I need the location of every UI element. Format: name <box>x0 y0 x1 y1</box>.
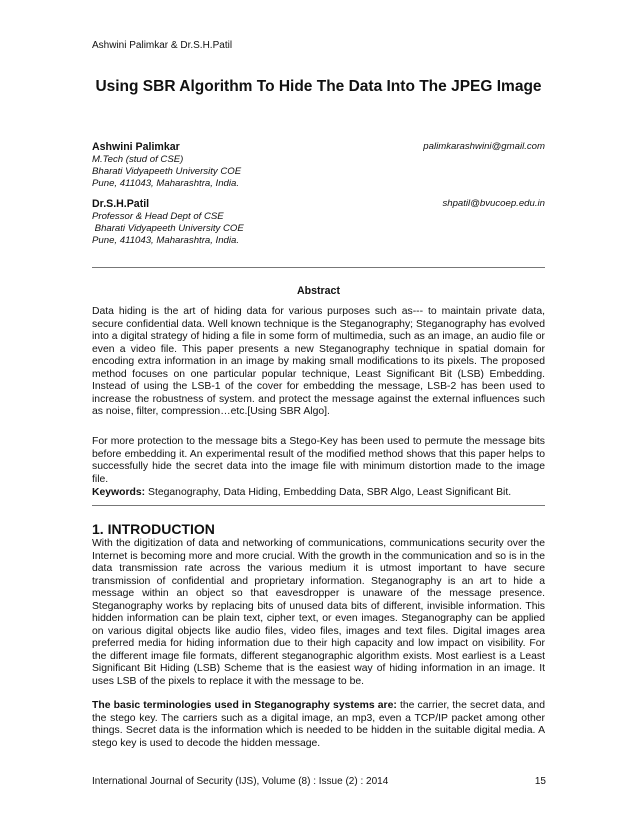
intro-paragraph: With the digitization of data and networking of communications, communications security over the Internet is becoming more and more crucial. With the growth in the communication and so is in the data transmission rate across the various medium it is utmost important to have secure transmission of confidential and proprietary information. Steganography is an art to hide a message within an object so that eavesdropper is unaware of the message presence. Steganography works by replacing bits of unused data bits of different, invisible information. This hidden information can be plain text, cipher text, or even images. Steganography can be applied on various digital objects like audio files, video files, images and text files. Digital images area preferred media for hiding information due to their high capacity and low impact on visibility. For the different image file formats, different steganographic algorithm exists. Most earliest is a Least Significant Bit Hiding (LSB) Scheme that is the easiest way of hiding information in an image. It uses LSB of the pixels to replace it with the message to be. <box>92 538 545 687</box>
divider <box>92 267 545 268</box>
footer-page-number: 15 <box>534 776 546 787</box>
author-affiliation-line: Pune, 411043, Maharashtra, India. <box>92 178 240 189</box>
abstract-paragraph: Data hiding is the art of hiding data for various purposes such as--- to maintain private data, secure confidential data. Well known technique is the Steganography; Steganography has evolved into a digital strategy of hiding a file in some form of multimedia, such as an image, an audio file or even a video file. This paper presents a new Steganography technique in spatial domain for encoding extra information in an image by making small modifications to its pixels. The proposed method focuses on one particular popular technique, Least Significant Bit (LSB) Embedding. Instead of using the LSB-1 of the cover for embedding the message, LSB-2 has been used to increase the robustness of system. and protect the message against the external influences such as noise, filter, compression…etc.[Using SBR Algo]. <box>92 306 545 417</box>
author-name: Dr.S.H.Patil <box>92 198 150 210</box>
author-block-1 <box>92 140 545 190</box>
footer-journal: International Journal of Security (IJS), Volume (8) : Issue (2) : 2014 <box>92 776 389 787</box>
author-affiliation-line: Pune, 411043, Maharashtra, India. <box>92 235 240 246</box>
section-heading: 1. INTRODUCTION <box>92 521 215 537</box>
paper-title: Using SBR Algorithm To Hide The Data Into The JPEG Image <box>95 78 542 95</box>
author-block-2 <box>92 197 545 247</box>
abstract-paragraph: For more protection to the message bits a Stego-Key has been used to permute the message bits before embedding it. An experimental result of the modified method shows that this paper helps to successfully hide the secret data into the image file with minimum distortion made to the image file. <box>92 436 545 485</box>
author-affiliation-line: Bharati Vidyapeeth University COE <box>92 166 242 177</box>
intro-paragraph <box>92 700 545 750</box>
author-email[interactable]: shpatil@bvucoep.edu.in <box>442 198 545 209</box>
divider <box>92 505 545 506</box>
author-name: Ashwini Palimkar <box>92 141 180 153</box>
keywords-line <box>92 487 545 500</box>
intro-bold-lead: The basic terminologies used in Steganography systems are: <box>92 700 397 711</box>
keywords-text: Steganography, Data Hiding, Embedding Data, SBR Algo, Least Significant Bit. <box>145 487 512 498</box>
running-head: Ashwini Palimkar & Dr.S.H.Patil <box>92 40 233 51</box>
author-affiliation-line: Bharati Vidyapeeth University COE <box>92 223 244 234</box>
author-affiliation-line: M.Tech (stud of CSE) <box>92 154 184 165</box>
abstract-heading: Abstract <box>297 285 340 297</box>
intro-paragraph-text: the carrier, the secret data, and the stego key. The carriers such as a digital image, an mp3, even a TCP/IP packet among other things. Secret data is the information which is needed to be hidden in the suitable digital media. A stego key is used to decode the hidden message. <box>92 700 545 749</box>
keywords-label: Keywords: <box>92 487 146 498</box>
author-affiliation-line: Professor & Head Dept of CSE <box>92 211 224 222</box>
author-email[interactable]: palimkarashwini@gmail.com <box>423 141 545 152</box>
